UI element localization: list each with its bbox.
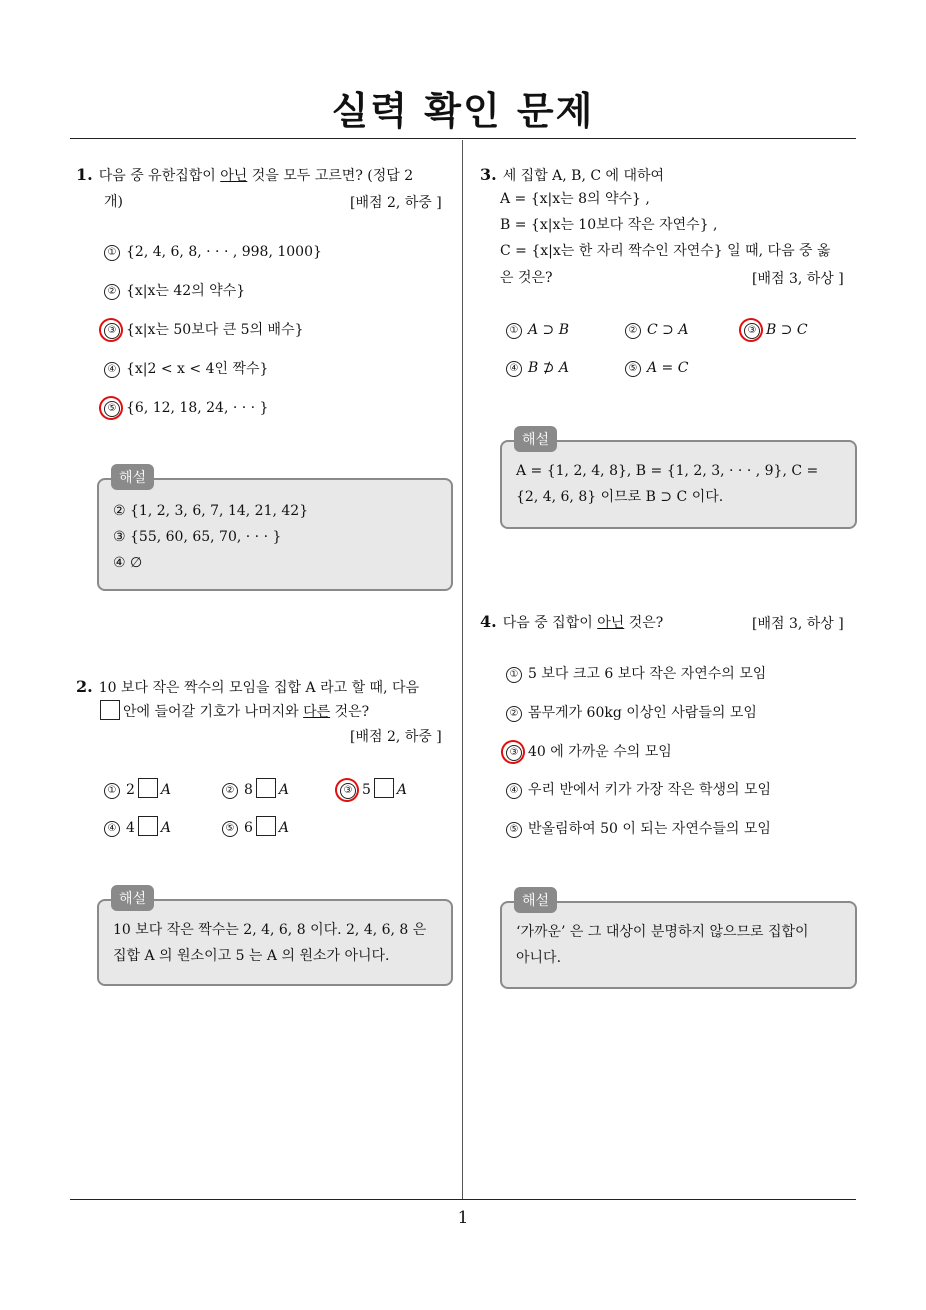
solution-line: ‘가까운’ 은 그 대상이 분명하지 않으므로 집합이 [516, 924, 809, 940]
question-text-line [97, 700, 369, 722]
solution-line: {2, 4, 6, 8} 이므로 B ⊃ C 이다. [516, 489, 724, 505]
option-5[interactable] [104, 398, 268, 418]
question-text: 10 보다 작은 짝수의 모임을 집합 A 라고 할 때, 다음 [98, 680, 420, 696]
points-label: [배점 2, 하중 ] [350, 195, 442, 211]
option-text: {x|x는 42의 약수} [126, 283, 246, 299]
option-text: A [278, 820, 290, 836]
blank-box [374, 778, 394, 798]
question-text: 것은? [330, 704, 370, 720]
solution-label: 해설 [111, 464, 154, 490]
option-text: 8 [244, 782, 253, 798]
option-2[interactable] [625, 320, 688, 340]
option-5[interactable] [222, 816, 289, 838]
option-number: ④ [506, 361, 522, 377]
page-title: 실력 확인 문제 [331, 89, 595, 133]
option-number: ④ [506, 783, 522, 799]
question-number: 1. [76, 165, 93, 184]
option-4[interactable] [506, 780, 771, 800]
solution-line: ④ ∅ [113, 555, 143, 571]
question-text: 것을 모두 고르면? (정답 2 [247, 168, 414, 184]
option-number: ⑤ [625, 361, 641, 377]
question-number: 2. [76, 677, 93, 696]
question-text: 개) [104, 194, 123, 210]
question-text: C = {x|x는 한 자리 짝수인 자연수} 일 때, 다음 중 옳 [500, 243, 831, 259]
question-text: 세 집합 A, B, C 에 대하여 [502, 168, 665, 184]
points-label: [배점 3, 하상 ] [752, 616, 844, 632]
option-number: ① [104, 783, 120, 799]
option-1[interactable] [104, 778, 171, 800]
blank-box [256, 816, 276, 836]
option-number: ⑤ [222, 821, 238, 837]
option-text: A [278, 782, 290, 798]
option-text: A = C [647, 360, 689, 376]
answer-mark-icon: ③ [104, 323, 120, 339]
option-text: A [160, 820, 172, 836]
option-text: B ⊃ C [766, 322, 808, 338]
points-label: [배점 2, 하중 ] [350, 729, 442, 745]
option-text: C ⊃ A [647, 322, 689, 338]
underlined-word: 다른 [303, 704, 331, 720]
question-text: 은 것은? [500, 270, 553, 286]
option-2[interactable] [104, 281, 245, 301]
question-text: 안에 들어갈 기호가 나머지와 [123, 704, 304, 720]
question-1 [76, 162, 460, 189]
solution-line: 10 보다 작은 짝수는 2, 4, 6, 8 이다. 2, 4, 6, 8 은 [113, 922, 427, 938]
answer-mark-icon: ⑤ [104, 401, 120, 417]
question-3 [480, 162, 664, 189]
solution-box-1 [97, 470, 453, 591]
option-3[interactable] [506, 742, 672, 762]
solution-line: 아니다. [516, 950, 562, 966]
solution-line: A = {1, 2, 4, 8}, B = {1, 2, 3, · · · , 9}, C = [516, 463, 819, 479]
option-number: ④ [104, 362, 120, 378]
option-number: ② [625, 323, 641, 339]
option-text: B ⊅ A [528, 360, 570, 376]
option-text: 몸무게가 60kg 이상인 사람들의 모임 [528, 705, 757, 721]
points-label: [배점 3, 하상 ] [752, 271, 844, 287]
option-3[interactable] [104, 320, 304, 340]
option-5[interactable] [506, 819, 771, 839]
question-text: A = {x|x는 8의 약수} , [500, 191, 650, 207]
underlined-word: 아닌 [220, 168, 248, 184]
option-number: ④ [104, 821, 120, 837]
option-number: ① [506, 323, 522, 339]
option-number: ② [104, 284, 120, 300]
solution-line: ③ {55, 60, 65, 70, · · · } [113, 529, 282, 545]
solution-line: 집합 A 의 원소이고 5 는 A 의 원소가 아니다. [113, 948, 390, 964]
option-text: 우리 반에서 키가 가장 작은 학생의 모임 [528, 782, 772, 798]
top-rule [70, 138, 856, 139]
solution-box-3 [500, 432, 857, 529]
option-text: 2 [126, 782, 135, 798]
option-1[interactable] [506, 664, 766, 684]
option-text: 4 [126, 820, 135, 836]
answer-mark-icon: ③ [744, 323, 760, 339]
option-1[interactable] [104, 242, 322, 262]
question-2 [76, 674, 460, 701]
option-2[interactable] [506, 703, 757, 723]
option-1[interactable] [506, 320, 569, 340]
option-number: ① [104, 245, 120, 261]
bottom-rule [70, 1199, 856, 1200]
question-number: 3. [480, 165, 497, 184]
option-number: ② [222, 783, 238, 799]
question-text: B = {x|x는 10보다 작은 자연수} , [500, 217, 718, 233]
option-text: {6, 12, 18, 24, · · · } [126, 400, 269, 416]
option-2[interactable] [222, 778, 289, 800]
option-text: 6 [244, 820, 253, 836]
option-4[interactable] [104, 816, 171, 838]
option-number: ① [506, 667, 522, 683]
blank-box [256, 778, 276, 798]
question-text: 다음 중 유한집합이 [98, 168, 221, 184]
option-number: ② [506, 706, 522, 722]
option-number: ⑤ [506, 822, 522, 838]
option-text: 5 [362, 782, 371, 798]
answer-mark-icon: ③ [340, 783, 356, 799]
option-text: A [160, 782, 172, 798]
solution-box-2 [97, 891, 453, 986]
blank-box [100, 700, 120, 720]
option-text: 5 보다 크고 6 보다 작은 자연수의 모임 [528, 666, 767, 682]
question-text: 다음 중 집합이 [502, 615, 598, 631]
solution-line: ② {1, 2, 3, 6, 7, 14, 21, 42} [113, 503, 309, 519]
option-text: {2, 4, 6, 8, · · · , 998, 1000} [126, 244, 322, 260]
option-text: {x|x는 50보다 큰 5의 배수} [126, 322, 304, 338]
option-5[interactable] [625, 358, 688, 378]
question-4 [480, 609, 663, 636]
solution-box-4 [500, 893, 857, 989]
solution-label: 해설 [514, 426, 557, 452]
option-4[interactable] [104, 359, 268, 379]
answer-mark-icon: ③ [506, 745, 522, 761]
solution-label: 해설 [111, 885, 154, 911]
solution-label: 해설 [514, 887, 557, 913]
blank-box [138, 816, 158, 836]
question-number: 4. [480, 612, 497, 631]
option-text: {x|2 < x < 4인 짝수} [126, 361, 269, 377]
underlined-word: 아닌 [597, 615, 625, 631]
column-divider [462, 140, 463, 1200]
option-text: 40 에 가까운 수의 모임 [528, 744, 672, 760]
option-4[interactable] [506, 358, 569, 378]
option-text: 반올림하여 50 이 되는 자연수들의 모임 [528, 821, 771, 837]
option-3[interactable] [744, 320, 808, 340]
option-text: A ⊃ B [528, 322, 570, 338]
option-3[interactable] [340, 778, 407, 800]
option-text: A [396, 782, 408, 798]
question-text: 것은? [624, 615, 664, 631]
page-number: 1 [457, 1208, 469, 1228]
blank-box [138, 778, 158, 798]
